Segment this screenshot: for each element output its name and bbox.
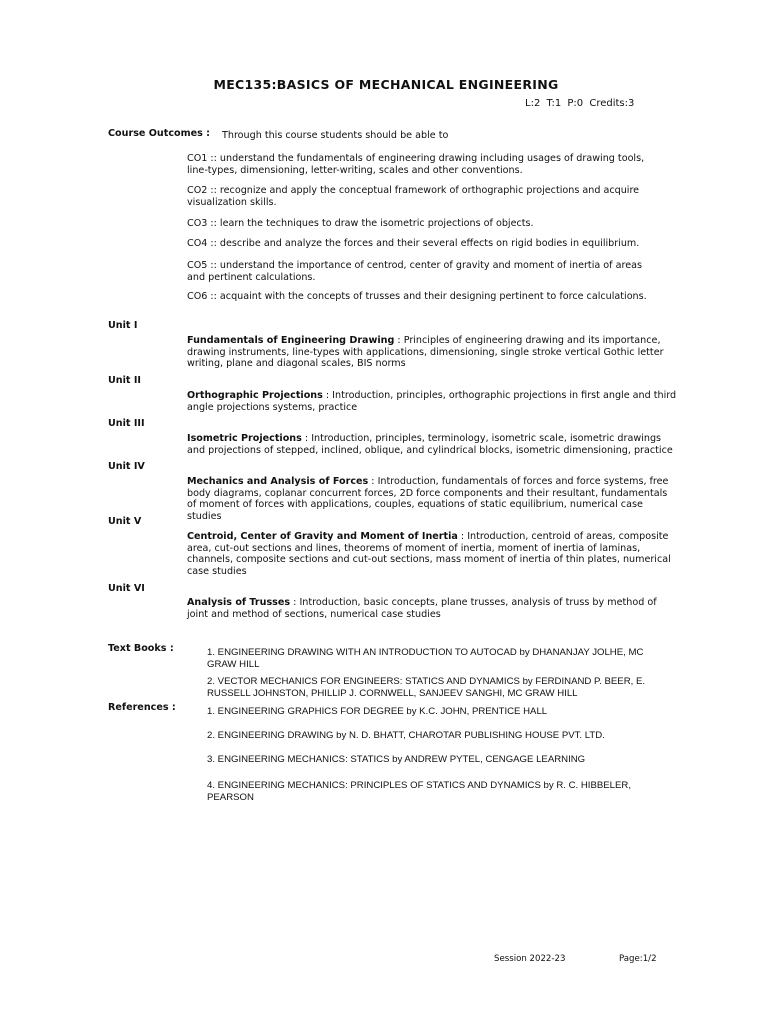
unit-label: Unit IV [108,461,145,472]
reference-item: 2. ENGINEERING DRAWING by N. D. BHATT, CHAROTAR PUBLISHING HOUSE PVT. LTD. [207,730,605,741]
course-outcome-item: CO5 :: understand the importance of centrod, center of gravity and moment of inertia of areas and pertinent calculations. [187,260,642,283]
unit-text: : Introduction, basic concepts, plane trusses, analysis of truss by method of joint and method of sections, numerical case studies [187,597,657,620]
unit-content [187,597,679,620]
text-book-item: 2. VECTOR MECHANICS FOR ENGINEERS: STATICS AND DYNAMICS by FERDINAND P. BEER, E. RUSSELL JOHNSTON, PHILLIP J. CORNWELL, SANJEEV SANGHI, MC GRAW HILL [207,676,646,700]
unit-label: Unit I [108,320,138,331]
unit-content [187,476,679,522]
unit-content [187,335,679,370]
unit-heading: Isometric Projections [187,433,302,444]
course-outcome-item: CO4 :: describe and analyze the forces and their several effects on rigid bodies in equilibrium. [187,238,640,249]
unit-text: : Introduction, centroid of areas, composite area, cut-out sections and lines, theorems of moment of inertia, moment of inertia of laminas, channels, composite sections and cut-out sections, mass moment of inertia of thin plates, numerical case studies [187,531,671,577]
unit-heading: Mechanics and Analysis of Forces [187,476,369,487]
course-outcome-item: CO1 :: understand the fundamentals of engineering drawing including usages of drawing tools, line-types, dimensioning, letter-writing, scales and other conventions. [187,153,645,176]
course-outcome-item: CO6 :: acquaint with the concepts of trusses and their designing pertinent to force calculations. [187,291,647,302]
unit-label: Unit II [108,375,141,386]
unit-label: Unit VI [108,583,145,594]
unit-content [187,433,679,456]
unit-heading: Fundamentals of Engineering Drawing [187,335,395,346]
unit-content [187,531,679,577]
course-outcome-item: CO2 :: recognize and apply the conceptual framework of orthographic projections and acquire visualization skills. [187,185,640,208]
unit-content [187,390,679,413]
ltp-credits: L:2 T:1 P:0 Credits:3 [525,98,635,109]
unit-text: : Introduction, fundamentals of forces and force systems, free body diagrams, coplanar concurrent forces, 2D force components and their resultant, fundamentals of moment of forces with applications, couples, equations of static equilibrium, numerical case studies [187,476,669,522]
reference-item: 4. ENGINEERING MECHANICS: PRINCIPLES OF STATICS AND DYNAMICS by R. C. HIBBELER, PEARSON [207,780,631,804]
unit-label: Unit III [108,418,145,429]
unit-text: : Introduction, principles, terminology, isometric scale, isometric drawings and projections of stepped, inclined, oblique, and cylindrical blocks, isometric dimensioning, practice [187,433,673,456]
page-number: Page:1/2 [619,954,657,964]
references-label: References : [108,702,176,713]
course-title: MEC135:BASICS OF MECHANICAL ENGINEERING [213,77,559,92]
unit-heading: Analysis of Trusses [187,597,291,608]
course-outcomes-label: Course Outcomes : [108,128,210,139]
unit-heading: Orthographic Projections [187,390,323,401]
session-label: Session 2022-23 [494,954,566,964]
unit-heading: Centroid, Center of Gravity and Moment of Inertia [187,531,458,542]
reference-item: 3. ENGINEERING MECHANICS: STATICS by ANDREW PYTEL, CENGAGE LEARNING [207,754,586,765]
course-outcome-item: CO3 :: learn the techniques to draw the isometric projections of objects. [187,218,534,229]
course-outcomes-intro: Through this course students should be able to [222,130,449,141]
unit-text: : Introduction, principles, orthographic projections in first angle and third angle projections systems, practice [187,390,677,413]
text-book-item: 1. ENGINEERING DRAWING WITH AN INTRODUCTION TO AUTOCAD by DHANANJAY JOLHE, MC GRAW HILL [207,647,644,671]
reference-item: 1. ENGINEERING GRAPHICS FOR DEGREE by K.C. JOHN, PRENTICE HALL [207,706,548,717]
unit-label: Unit V [108,516,142,527]
text-books-label: Text Books : [108,643,174,654]
unit-text: : Principles of engineering drawing and its importance, drawing instruments, line-types with applications, dimensioning, single stroke vertical Gothic letter writing, plane and diagonal scales, BIS norms [187,335,664,370]
